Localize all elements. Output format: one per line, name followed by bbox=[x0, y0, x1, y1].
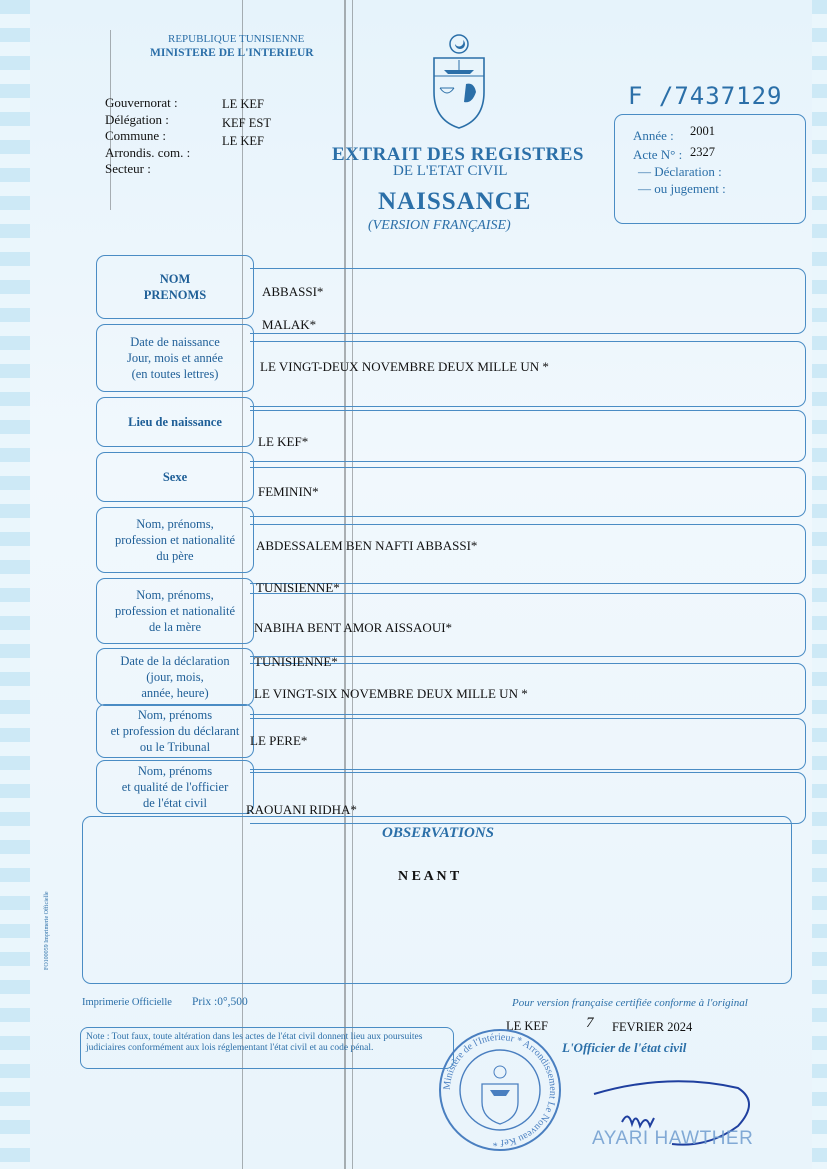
place-value: LE KEF bbox=[506, 1019, 549, 1033]
acte-label: Acte N° : bbox=[633, 147, 683, 162]
prenoms-value: MALAK* bbox=[262, 317, 317, 332]
commune-value: LE KEF bbox=[222, 134, 265, 148]
declaration-date-label: Date de la déclaration (jour, mois, année, heure) bbox=[96, 648, 254, 706]
price-label: Prix :0°,500 bbox=[192, 996, 248, 1008]
signature-name-stamp: AYARI HAWTHER bbox=[592, 1128, 754, 1149]
scan-streak bbox=[352, 0, 353, 1169]
pere-nationalite-value: TUNISIENNE* bbox=[256, 580, 340, 595]
mere-nationalite-value: TUNISIENNE* bbox=[254, 654, 338, 669]
locality-labels bbox=[105, 95, 190, 178]
lieu-naissance-value: LE KEF* bbox=[258, 434, 309, 449]
republic-label: REPUBLIQUE TUNISIENNE bbox=[168, 33, 305, 45]
document-subtitle: DE L'ETAT CIVIL bbox=[393, 163, 508, 179]
officier-value: RAOUANI RIDHA* bbox=[246, 802, 357, 817]
officier-label: Nom, prénoms et qualité de l'officier de l'état civil bbox=[96, 760, 254, 814]
certified-label: Pour version française certifiée conforme à l'original bbox=[512, 997, 748, 1009]
mere-label: Nom, prénoms, profession et nationalité de la mère bbox=[96, 578, 254, 644]
declarant-value: LE PERE* bbox=[250, 733, 308, 748]
declarant-value-box bbox=[250, 718, 806, 770]
month-year-value: FEVRIER 2024 bbox=[612, 1020, 693, 1034]
printer-code: FO100059 Imprimerie Officielle bbox=[44, 891, 50, 970]
sexe-label-text: Sexe bbox=[162, 470, 188, 484]
version-label: (VERSION FRANÇAISE) bbox=[368, 218, 511, 233]
act-type: NAISSANCE bbox=[378, 188, 532, 215]
day-value: 7 bbox=[586, 1015, 594, 1031]
printer-label: Imprimerie Officielle bbox=[82, 997, 172, 1008]
official-stamp-icon bbox=[438, 1028, 562, 1152]
document-title: EXTRAIT DES REGISTRES bbox=[332, 144, 584, 165]
sexe-label bbox=[96, 452, 254, 502]
annee-label: Année : bbox=[633, 128, 674, 143]
pere-value-box bbox=[250, 524, 806, 584]
ministry-label: MINISTERE DE L'INTERIEUR bbox=[150, 47, 314, 59]
scan-streak bbox=[344, 0, 346, 1169]
arrondissement-label: Arrondis. com. : bbox=[105, 144, 191, 160]
observations-title: OBSERVATIONS bbox=[382, 825, 494, 841]
sexe-value: FEMININ* bbox=[258, 484, 319, 499]
pere-label: Nom, prénoms, profession et nationalité du père bbox=[96, 507, 254, 573]
nom-prenoms-label: NOM PRENOMS bbox=[96, 255, 254, 319]
locality-values bbox=[222, 95, 271, 151]
coat-of-arms-icon bbox=[428, 32, 490, 132]
date-naissance-value: LE VINGT-DEUX NOVEMBRE DEUX MILLE UN * bbox=[260, 359, 549, 374]
lieu-value-box bbox=[250, 410, 806, 462]
mere-value: NABIHA BENT AMOR AISSAOUI* bbox=[254, 620, 453, 635]
legal-note: Note : Tout faux, toute altération dans les actes de l'état civil donnent lieu aux poursuites judiciaires conformément aux lois réglementant l'état civil et au code pénal. bbox=[86, 1032, 423, 1053]
delegation-value: KEF EST bbox=[222, 115, 271, 130]
delegation-label: Délégation : bbox=[105, 111, 169, 127]
pere-value: ABDESSALEM BEN NAFTI ABBASSI* bbox=[256, 538, 478, 553]
sexe-value-box bbox=[250, 467, 806, 517]
date-naissance-label: Date de naissance Jour, mois et année (en toutes lettres) bbox=[96, 324, 254, 392]
secteur-label: Secteur : bbox=[105, 161, 151, 176]
jugement-label: — ou jugement : bbox=[638, 181, 726, 196]
annee-value: 2001 bbox=[690, 124, 715, 138]
stamp-ring-text: Ministère de l'Intérieur * Arrondissement Le Nouveau Kef * bbox=[441, 1031, 559, 1149]
lieu-naissance-label: Lieu de naissance bbox=[96, 397, 254, 447]
nom-value: ABBASSI* bbox=[262, 284, 324, 299]
declarant-label: Nom, prénoms et profession du déclarant ou le Tribunal bbox=[96, 704, 254, 758]
register-number: F /7437129 bbox=[628, 82, 783, 110]
declaration-date-value: LE VINGT-SIX NOVEMBRE DEUX MILLE UN * bbox=[254, 686, 528, 701]
gouvernorat-label: Gouvernorat : bbox=[105, 95, 178, 110]
officer-title: L'Officier de l'état civil bbox=[562, 1040, 687, 1055]
commune-label: Commune : bbox=[105, 128, 167, 143]
acte-value: 2327 bbox=[690, 145, 715, 159]
observations-value: N E A N T bbox=[398, 869, 460, 884]
gouvernorat-value: LE KEF bbox=[222, 97, 265, 111]
nom-value-box bbox=[250, 268, 806, 334]
declaration-label: — Déclaration : bbox=[638, 164, 722, 179]
